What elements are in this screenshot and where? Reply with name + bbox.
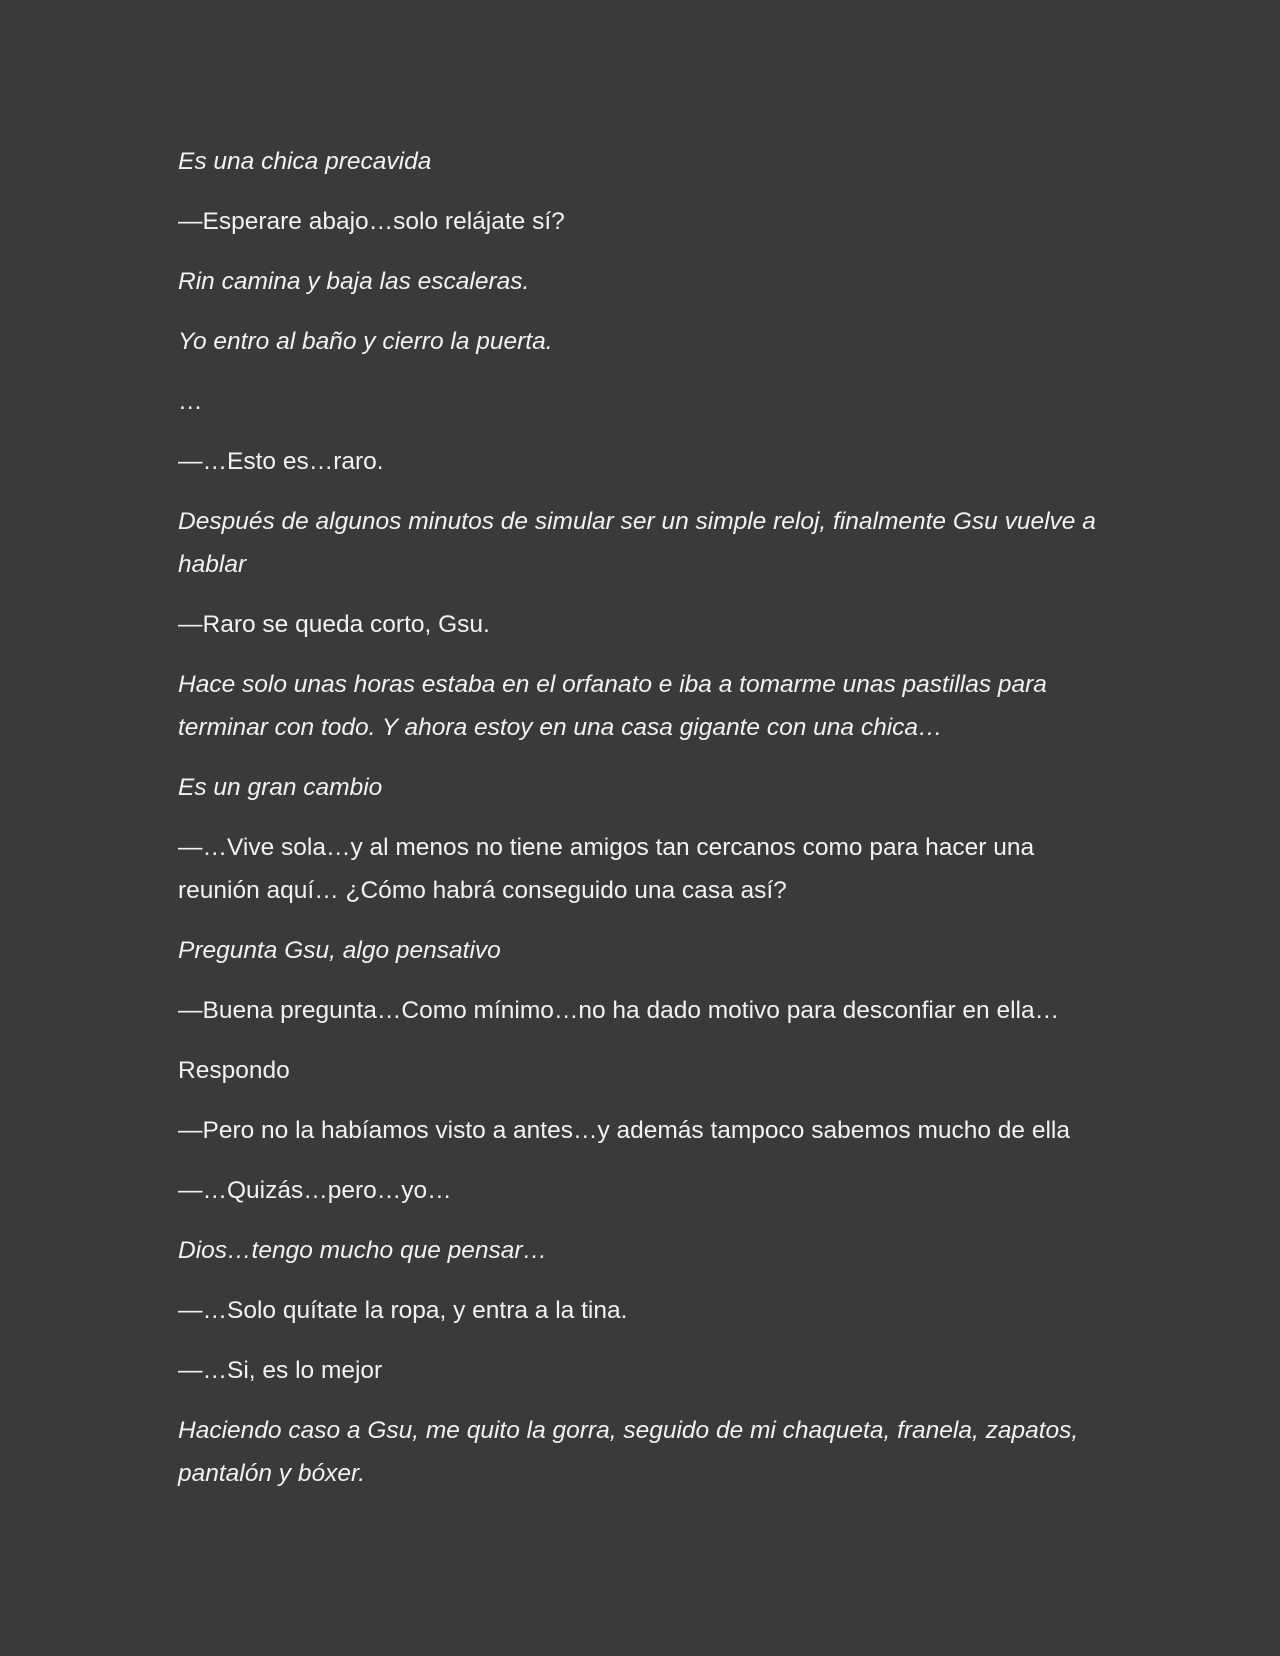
paragraph-narration: Haciendo caso a Gsu, me quito la gorra, seguido de mi chaqueta, franela, zapatos, pantalón y bóxer.	[178, 1417, 1079, 1487]
paragraph-dialogue: —…Solo quítate la ropa, y entra a la tina.	[178, 1297, 628, 1324]
paragraph-dialogue: —Pero no la habíamos visto a antes…y además tampoco sabemos mucho de ella	[178, 1117, 1071, 1144]
paragraph-narration: Rin camina y baja las escaleras.	[178, 268, 530, 295]
paragraph-narration: Hace solo unas horas estaba en el orfanato e iba a tomarme unas pastillas para terminar con todo. Y ahora estoy en una casa gigante con una chica…	[178, 671, 1047, 741]
paragraph-narration: Es un gran cambio	[178, 774, 383, 801]
document-page	[178, 140, 1113, 1512]
paragraph-dialogue: —…Esto es…raro.	[178, 448, 384, 475]
paragraph-dialogue: —Esperare abajo…solo relájate sí?	[178, 208, 565, 235]
paragraph-dialogue: —Buena pregunta…Como mínimo…no ha dado motivo para desconfiar en ella…	[178, 997, 1060, 1024]
paragraph-dialogue: —…Quizás…pero…yo…	[178, 1177, 452, 1204]
paragraph-ellipsis: …	[178, 388, 203, 415]
paragraph-narration: Es una chica precavida	[178, 148, 432, 175]
paragraph-dialogue: —…Si, es lo mejor	[178, 1357, 383, 1384]
paragraph-narration: Dios…tengo mucho que pensar…	[178, 1237, 548, 1264]
paragraph-narration: Yo entro al baño y cierro la puerta.	[178, 328, 553, 355]
paragraph-narration-plain: Respondo	[178, 1057, 290, 1084]
paragraph-narration: Después de algunos minutos de simular ser un simple reloj, finalmente Gsu vuelve a hablar	[178, 508, 1096, 578]
paragraph-dialogue: —Raro se queda corto, Gsu.	[178, 611, 490, 638]
paragraph-narration: Pregunta Gsu, algo pensativo	[178, 937, 501, 964]
paragraph-dialogue: —…Vive sola…y al menos no tiene amigos tan cercanos como para hacer una reunión aquí… ¿Cómo habrá conseguido una casa así?	[178, 834, 1035, 904]
